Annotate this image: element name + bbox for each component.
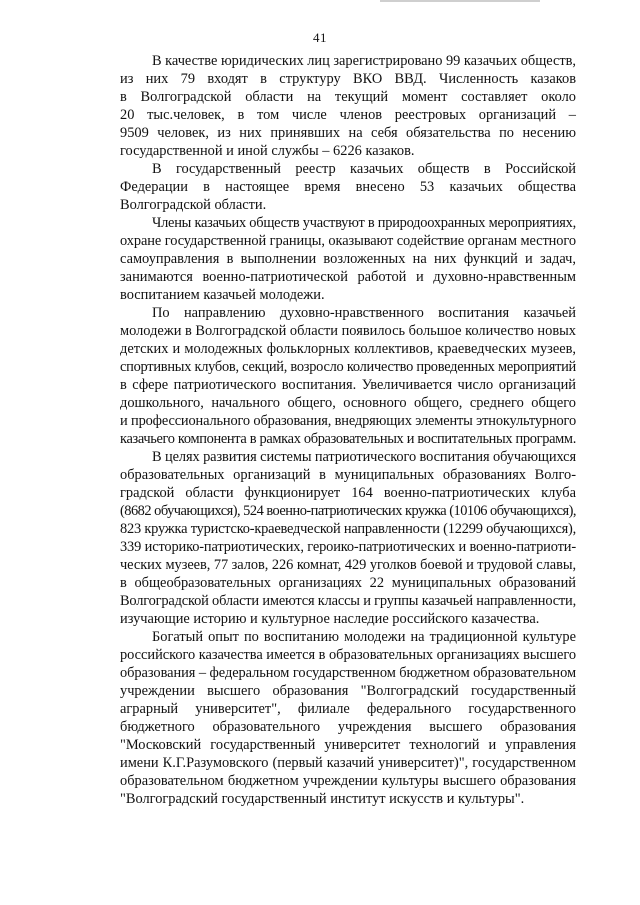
- text-line: имени К.Г.Разумовского (первый казачий университет)", государственном: [120, 755, 576, 771]
- text-line: российского казачества имеется в образовательных организациях высшего: [120, 647, 576, 663]
- text-line: казачьего компонента в рамках образовательных и воспитательных программ.: [120, 431, 576, 447]
- text-line: дошкольного, начального общего, основного общего, среднего общего: [120, 395, 576, 411]
- text-line: Богатый опыт по воспитанию молодежи на традиционной культуре: [152, 629, 576, 645]
- text-line: В целях развития системы патриотического воспитания обучающихся: [152, 449, 576, 465]
- text-line: В качестве юридических лиц зарегистрировано 99 казачьих обществ,: [152, 53, 576, 69]
- text-line: государственной и иной службы – 6226 казаков.: [120, 143, 415, 159]
- text-line: занимаются военно-патриотической работой и духовно-нравственным: [120, 269, 576, 285]
- paragraph: [88, 214, 576, 304]
- text-line: Члены казачьих обществ участвуют в природоохранных мероприятиях,: [152, 215, 576, 231]
- text-line: "Волгоградский государственный институт искусств и культуры".: [120, 791, 525, 807]
- scan-artifact-line: [380, 0, 540, 2]
- paragraph: [88, 448, 576, 628]
- paragraph: [88, 628, 576, 808]
- text-line: 339 историко-патриотических, героико-патриотических и военно-патриоти-: [120, 539, 576, 555]
- text-line: в сфере патриотического воспитания. Увеличивается число организаций: [120, 377, 576, 393]
- text-line: и профессионального образования, внедряющих элементы этнокультурного: [120, 413, 576, 429]
- text-line: в общеобразовательных организациях 22 муниципальных образований: [120, 575, 576, 591]
- paragraph: [88, 52, 576, 160]
- text-line: молодежи в Волгоградской области появилось большое количество новых: [120, 323, 576, 339]
- text-line: аграрный университет", филиале федерального государственного: [120, 701, 576, 717]
- document-body: [88, 52, 576, 808]
- text-line: детских и молодежных фольклорных коллективов, краеведческих музеев,: [120, 341, 576, 357]
- page-number: 41: [313, 30, 327, 45]
- text-line: образовательном бюджетном учреждении культуры высшего образования: [120, 773, 576, 789]
- text-line: изучающие историю и культурное наследие российского казачества.: [120, 611, 540, 627]
- text-line: "Московский государственный университет технологий и управления: [120, 737, 576, 753]
- text-line: воспитанием казачьей молодежи.: [120, 287, 325, 303]
- text-line: 823 кружка туристско-краеведческой направленности (12299 обучающихся),: [120, 521, 576, 537]
- text-line: Федерации в настоящее время внесено 53 казачьих общества: [120, 179, 576, 195]
- text-line: По направлению духовно-нравственного воспитания казачьей: [152, 305, 576, 321]
- text-line: учреждении высшего образования "Волгоградский государственный: [120, 683, 576, 699]
- text-line: образовательных организаций в муниципальных образованиях Волго-: [120, 467, 576, 483]
- text-line: Волгоградской области имеются классы и группы казачьей направленности,: [120, 593, 576, 609]
- paragraph: [88, 160, 576, 214]
- text-line: (8682 обучающихся), 524 военно-патриотических кружка (10106 обучающихся),: [120, 503, 577, 519]
- paragraph: [88, 304, 576, 448]
- text-line: градской области функционирует 164 военно-патриотических клуба: [120, 485, 576, 501]
- text-line: 9509 человек, из них принявших на себя обязательства по несению: [120, 125, 576, 141]
- text-line: из них 79 входят в структуру ВКО ВВД. Численность казаков: [120, 71, 576, 87]
- text-line: 20 тыс.человек, в том числе членов реестровых организаций –: [120, 107, 576, 123]
- text-line: бюджетного образовательного учреждения высшего образования: [120, 719, 576, 735]
- text-line: Волгоградской области.: [120, 197, 267, 213]
- text-line: охране государственной границы, оказывают содействие органам местного: [120, 233, 576, 249]
- text-line: спортивных клубов, секций, возросло количество проведенных мероприятий: [120, 359, 577, 375]
- text-line: в Волгоградской области на текущий момент составляет около: [120, 89, 576, 105]
- text-line: В государственный реестр казачьих обществ в Российской: [152, 161, 576, 177]
- text-line: ческих музеев, 77 залов, 226 комнат, 429 уголков боевой и трудовой славы,: [120, 557, 576, 573]
- text-line: образования – федеральном государственном бюджетном образовательном: [120, 665, 576, 681]
- text-line: самоуправления в выполнении возложенных на них функций и задач,: [120, 251, 576, 267]
